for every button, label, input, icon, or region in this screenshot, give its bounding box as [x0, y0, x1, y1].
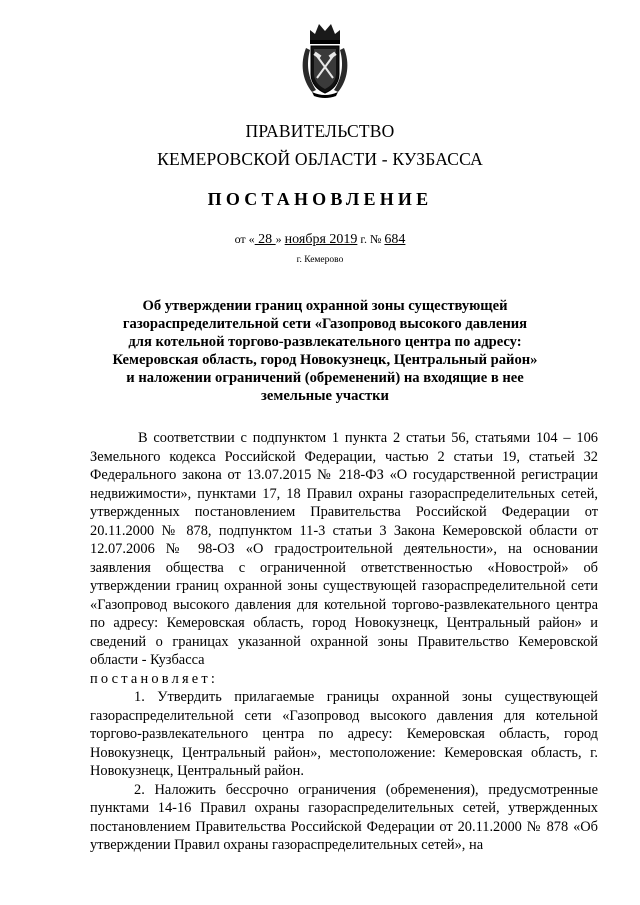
resolves-line: постановляет:	[90, 670, 219, 687]
kemerovo-coat-of-arms-icon	[298, 18, 352, 100]
government-name-line2: КЕМЕРОВСКОЙ ОБЛАСТИ - КУЗБАССА	[157, 149, 483, 169]
city-name: г. Кемерово	[296, 255, 344, 265]
date-mid: »	[275, 232, 285, 246]
preamble-paragraph: В соответствии с подпунктом 1 пункта 2 статьи 56, статьями 104 – 106 Земельного кодекса Российской Федерации, частью 2 статьи 19, статьей 32 Федерального закона от 13.07.2015 № 218-ФЗ «О государственной регистрации недвижимости», пунктами 17, 18 Правил охраны газораспределительных сетей, утвержденных постановлением Правительства Российской Федерации от 20.11.2000 № 878, подпунктом 11-3 статьи 3 Закона Кемеровской области от 12.07.2006 № 98-ОЗ «О градостроительной деятельности», на основании заявления общества с ограниченной ответственностью «Новострой» об утверждении границ охранной зоны существующей газораспределительной сети «Газопровод высокого давления для котельной торгово-развлекательного центра по адресу: Кемеровская область, город Новокузнецк, Центральный район» и сведений о границах указанной охранной зоны Правительство Кемеровской области - Кузбасса	[90, 430, 598, 668]
clause-2-paragraph: 2. Наложить бессрочно ограничения (обременения), предусмотренные пунктами 14-16 Правил охраны газораспределительных сетей, утвержденных постановлением Правительства Российской Федерации от 20.11.2000 № 878 «Об утверждении Правил охраны газораспределительных сетей», на	[90, 781, 598, 853]
clause-1-paragraph: 1. Утвердить прилагаемые границы охранной зоны существующей газораспределительной сети «Газопровод высокого давления для котельной торгово-развлекательного центра по адресу: Кемеровская область, город Новокузнецк, Центральный район», местоположение: Кемеровская область, г. Новокузнецк, Центральный район.	[90, 689, 598, 779]
government-name-line1: ПРАВИТЕЛЬСТВО	[245, 121, 395, 141]
document-body	[90, 429, 598, 855]
date-number-line	[0, 232, 640, 248]
document-number: 684	[384, 232, 406, 247]
document-subject-title: Об утверждении границ охранной зоны существующей газораспределительной сети «Газопровод высокого давления для котельной торгово-развлекательного центра по адресу: Кемеровская область, город Новокузнецк, Центральный район» и наложении ограничений (обременений) на входящие в нее земельные участки	[112, 298, 538, 404]
document-type-title: ПОСТАНОВЛЕНИЕ	[207, 189, 433, 209]
date-month-year: ноября 2019	[284, 232, 358, 247]
date-day: 28	[254, 232, 276, 247]
date-year-suffix: г. №	[357, 232, 385, 246]
date-prefix: от «	[234, 232, 255, 246]
